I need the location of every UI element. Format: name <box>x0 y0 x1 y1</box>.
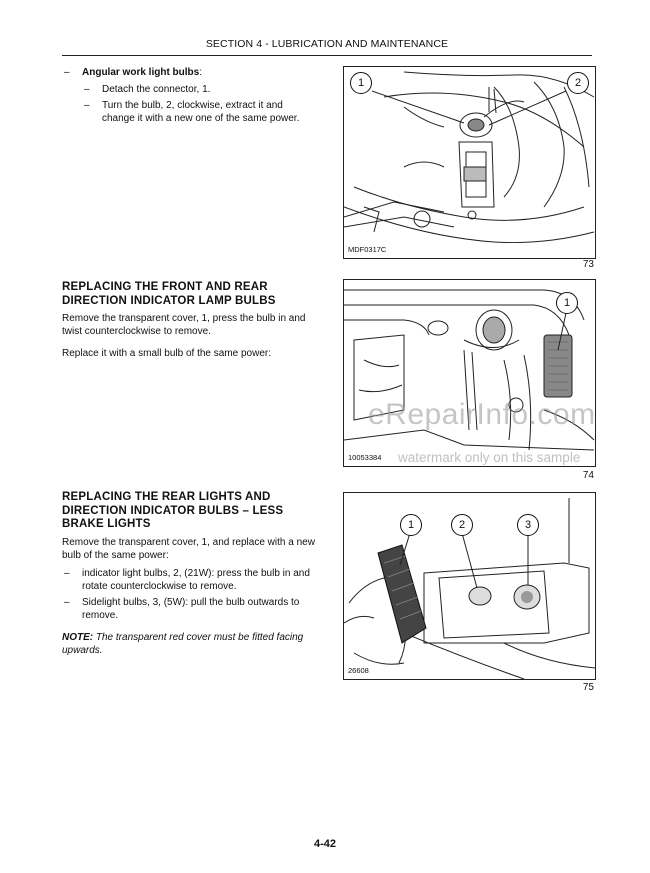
section-heading: REPLACING THE FRONT AND REAR DIRECTION INDICATOR LAMP BULBS <box>62 281 276 307</box>
bullet-item: – indicator light bulbs, 2, (21W): press the bulb in and rotate counterclockwise to remove. <box>62 567 317 593</box>
watermark-subtext: watermark only on this sample <box>398 450 581 465</box>
callout-1: 1 <box>556 292 578 314</box>
callout-3: 3 <box>517 514 539 536</box>
paragraph: Remove the transparent cover, 1, and replace with a new bulb of the same power: <box>62 536 315 561</box>
figure-number-74: 74 <box>582 470 594 481</box>
section-header: SECTION 4 - LUBRICATION AND MAINTENANCE <box>205 38 449 50</box>
note-label: NOTE: <box>62 631 94 643</box>
section-heading: REPLACING THE REAR LIGHTS AND DIRECTION INDICATOR BULBS – LESS BRAKE LIGHTS <box>62 491 284 530</box>
callout-2: 2 <box>567 72 589 94</box>
note <box>62 631 317 657</box>
paragraph: Remove the transparent cover, 1, press the bulb in and twist counterclockwise to remove. <box>62 313 306 337</box>
work-light-item: – Angular work light bulbs: – Detach the connector, 1. – Turn the bulb, 2, clockwise, extract it and change it with a new one of the same power. <box>62 66 317 125</box>
bullet-item: – Sidelight bulbs, 3, (5W): pull the bulb outwards to remove. <box>62 596 317 622</box>
callout-1: 1 <box>400 514 422 536</box>
figure-74 <box>343 279 596 467</box>
figure-code: 10053384 <box>348 453 382 462</box>
work-light-illustration <box>344 67 595 258</box>
step-item: – Turn the bulb, 2, clockwise, extract it and change it with a new one of the same power. <box>82 99 317 125</box>
watermark-text: eRepairInfo.com <box>368 398 596 431</box>
figure-code: MDF0317C <box>348 245 387 254</box>
figure-75 <box>343 492 596 680</box>
callout-2: 2 <box>451 514 473 536</box>
callout-1: 1 <box>350 72 372 94</box>
page-number: 4-42 <box>313 838 337 850</box>
figure-number-75: 75 <box>582 682 594 693</box>
note-text: The transparent red cover must be fitted facing upwards. <box>62 631 304 656</box>
header-rule <box>62 55 592 56</box>
figure-code: 26608 <box>348 666 369 675</box>
rear-lights-section <box>62 491 317 666</box>
figure-73 <box>343 66 596 259</box>
front-rear-indicator-section <box>62 281 317 369</box>
work-light-section <box>62 66 317 128</box>
figure-number-73: 73 <box>582 259 594 270</box>
step-item: – Detach the connector, 1. <box>82 83 317 96</box>
work-light-title: Angular work light bulbs <box>82 67 200 78</box>
paragraph: Replace it with a small bulb of the same power: <box>62 348 271 359</box>
